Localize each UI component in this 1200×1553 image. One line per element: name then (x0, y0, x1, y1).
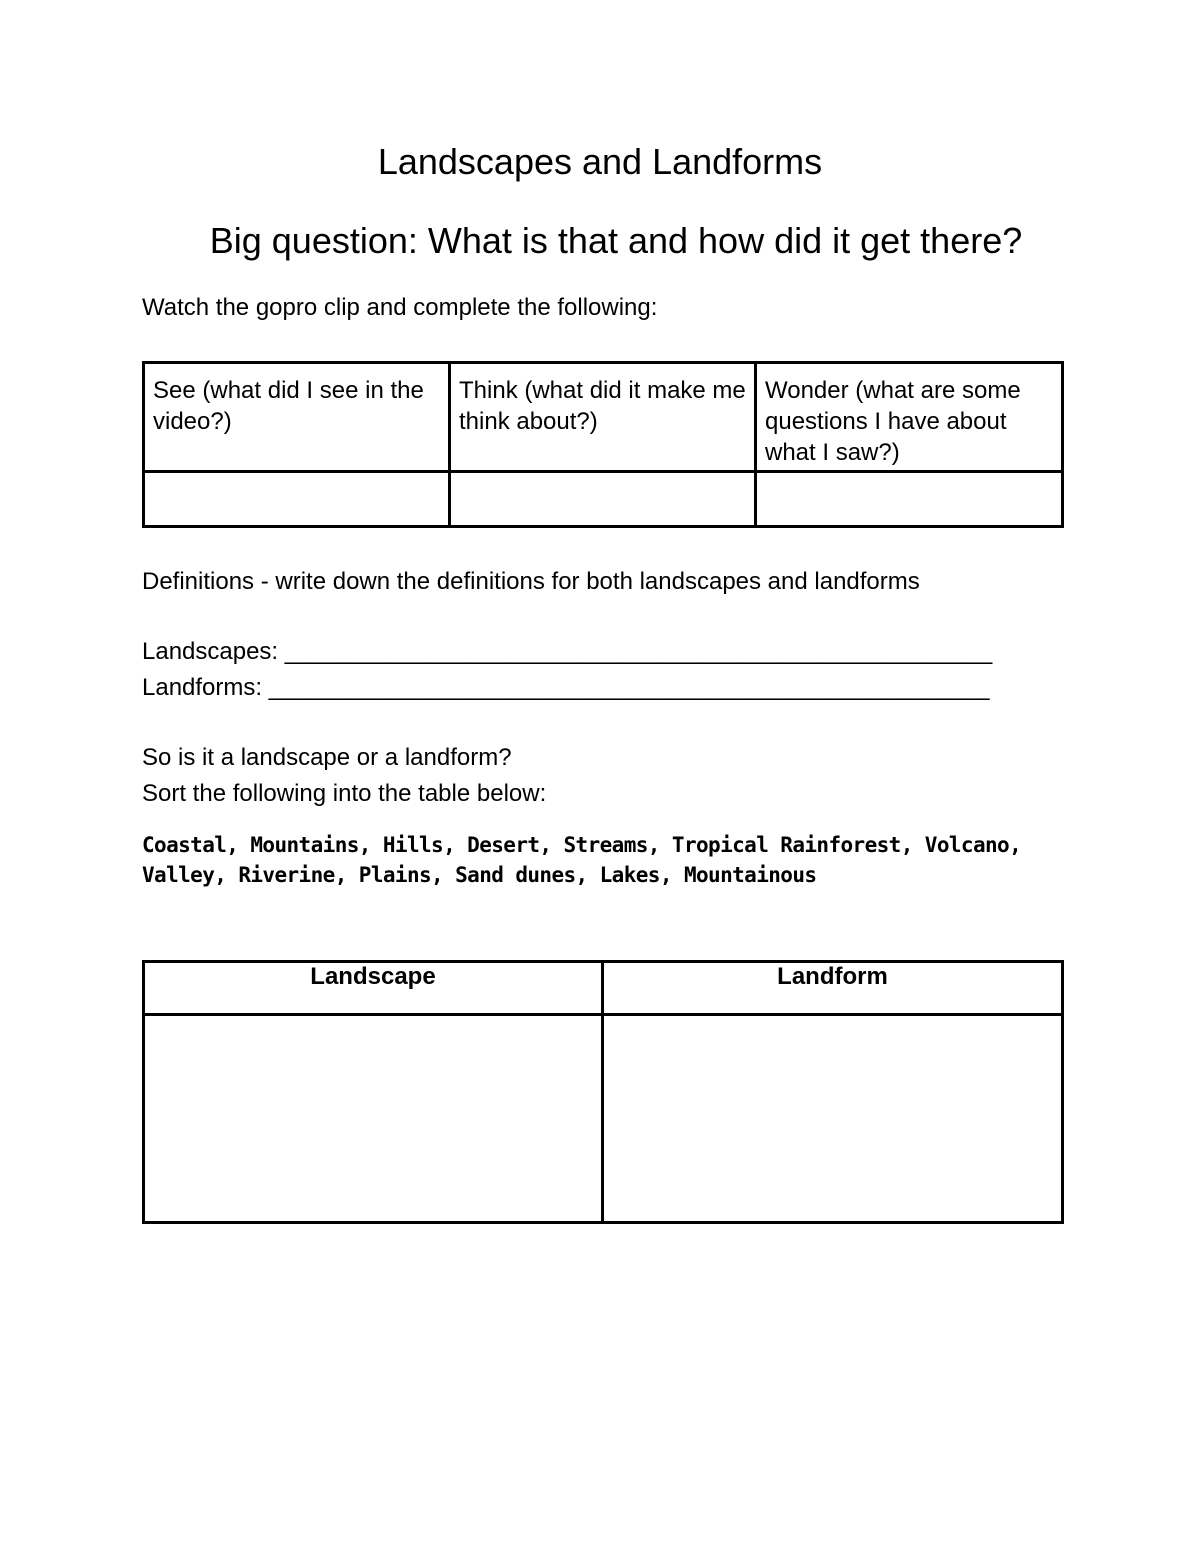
table-answer-row (144, 472, 1063, 527)
landscape-header: Landscape (144, 962, 603, 1015)
think-header: Think (what did it make me think about?) (450, 363, 756, 472)
landforms-definition-line[interactable]: Landforms: ______________________________________________________ (142, 674, 990, 701)
see-answer-cell[interactable] (144, 472, 450, 527)
instruction-text: Watch the gopro clip and complete the following: (142, 294, 658, 321)
sort-instruction: Sort the following into the table below: (142, 780, 547, 807)
see-think-wonder-table (142, 361, 1064, 528)
think-answer-cell[interactable] (450, 472, 756, 527)
sort-question: So is it a landscape or a landform? (142, 744, 512, 771)
see-header: See (what did I see in the video?) (144, 363, 450, 472)
wonder-answer-cell[interactable] (756, 472, 1063, 527)
sort-table-header-row (144, 962, 1063, 1015)
landscape-answer-cell[interactable] (144, 1015, 603, 1223)
word-list: Coastal, Mountains, Hills, Desert, Streams, Tropical Rainforest, Volcano, Valley, Riverine, Plains, Sand dunes, Lakes, Mountainous (142, 833, 1022, 887)
landscapes-definition-line[interactable]: Landscapes: _____________________________________________________ (142, 638, 993, 665)
wonder-header: Wonder (what are some questions I have about what I saw?) (756, 363, 1063, 472)
definitions-heading: Definitions - write down the definitions for both landscapes and landforms (142, 568, 920, 595)
sort-table-body-row (144, 1015, 1063, 1223)
table-header-row (144, 363, 1063, 472)
big-question: Big question: What is that and how did it get there? (209, 220, 1023, 261)
landscape-landform-table (142, 960, 1064, 1224)
page-title: Landscapes and Landforms (377, 141, 823, 182)
landform-answer-cell[interactable] (603, 1015, 1063, 1223)
landform-header: Landform (603, 962, 1063, 1015)
